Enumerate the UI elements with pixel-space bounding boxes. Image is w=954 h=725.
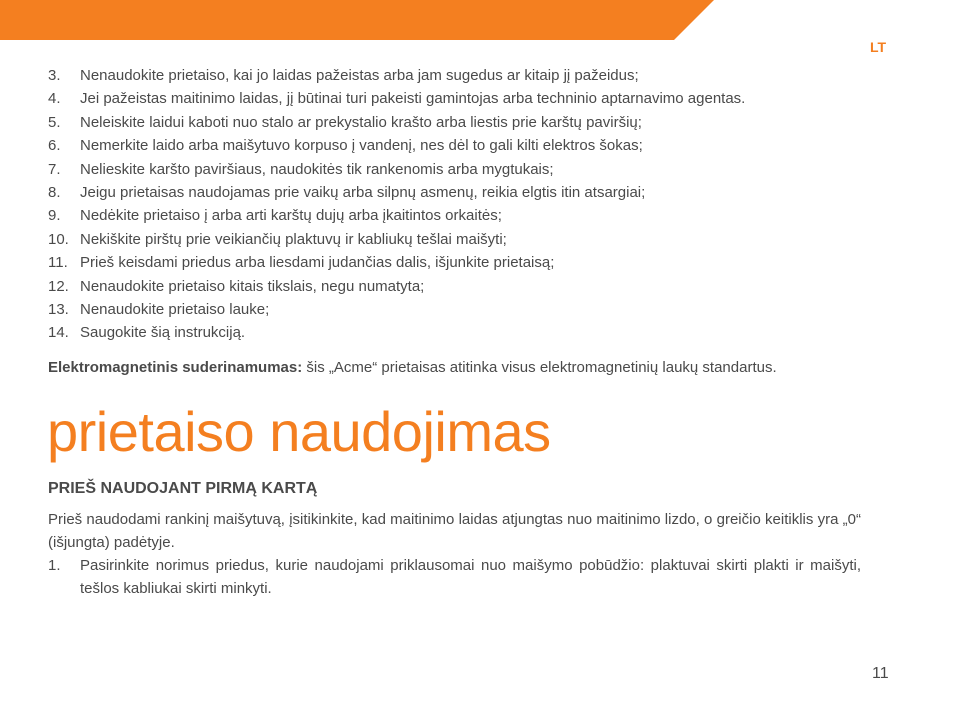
list-item [48,158,861,181]
list-item-text: Saugokite šią instrukciją. [80,324,246,342]
list-item-number: 14. [48,324,69,342]
list-item [48,204,861,227]
list-item-number: 9. [48,207,61,225]
list-item [48,275,861,298]
list-item [48,298,861,321]
usage-steps-list [48,554,861,601]
list-item-number: 13. [48,301,69,319]
list-item-text: Nenaudokite prietaiso kitais tikslais, negu numatyta; [80,277,425,295]
list-item [48,87,861,110]
list-item [48,251,861,274]
list-item-number: 6. [48,137,61,155]
language-code: LT [870,39,887,55]
list-item-text: Nenaudokite prietaiso, kai jo laidas pažeistas arba jam sugedus ar kitaip jį pažeidus; [80,67,639,84]
list-item [48,111,861,134]
list-item-number: 8. [48,184,61,202]
list-item-number: 3. [48,67,61,84]
emc-statement [48,356,861,379]
list-item-number: 10. [48,230,69,248]
list-item [48,554,861,601]
page-content [48,64,861,601]
list-item [48,228,861,251]
list-item-number: 5. [48,113,61,131]
list-item-text: Nekiškite pirštų prie veikiančių plaktuvų ir kabliukų tešlai maišyti; [80,230,507,248]
list-item-text: Nenaudokite prietaiso lauke; [80,301,270,319]
list-item-text: Nelieskite karšto paviršiaus, naudokitės tik rankenomis arba mygtukais; [80,160,554,178]
list-item [48,64,861,87]
list-item-text: Jei pažeistas maitinimo laidas, jį būtinai turi pakeisti gamintojas arba techninio aptarnavimo agentas. [80,90,746,108]
emc-label: Elektromagnetinis suderinamumas: [48,358,303,376]
list-item-number: 4. [48,90,61,108]
list-item-text: Prieš keisdami priedus arba liesdami judančias dalis, išjunkite prietaisą; [80,254,555,272]
list-item [48,134,861,157]
list-item-text: Jeigu prietaisas naudojamas prie vaikų arba silpnų asmenų, reikia elgtis itin atsargiai; [80,184,646,202]
list-item [48,321,861,344]
list-item-number: 7. [48,160,61,178]
list-item-number: 1. [48,556,61,574]
page-number: 11 [872,665,889,682]
header-accent-bar [0,0,954,40]
emc-text: šis „Acme“ prietaisas atitinka visus elektromagnetinių laukų standartus. [302,358,777,376]
list-item-text: Nemerkite laido arba maišytuvo korpuso į vandenį, nes dėl to gali kilti elektros šokas; [80,137,643,155]
list-item-text: Neleiskite laidui kaboti nuo stalo ar prekystalio krašto arba liestis prie karštų paviršių; [80,113,642,131]
safety-instructions-list [48,64,861,345]
list-item-text: Pasirinkite norimus priedus, kurie naudojami priklausomai nuo maišymo pobūdžio: plaktuvai skirti plakti ir maišyti, tešlos kabliukai skirti minkyti. [80,556,861,598]
intro-paragraph: Prieš naudodami rankinį maišytuvą, įsitikinkite, kad maitinimo laidas atjungtas nuo maitinimo lizdo, o greičio keitiklis yra „0“ (išjungta) padėtyje. [48,510,861,551]
list-item-number: 12. [48,277,69,295]
list-item-text: Nedėkite prietaiso į arba arti karštų dujų arba įkaitintos orkaitės; [80,207,502,225]
subheading: PRIEŠ NAUDOJANT PIRMĄ KARTĄ [48,479,318,497]
list-item-number: 11. [48,254,68,272]
section-title: prietaiso naudojimas [47,399,551,463]
list-item [48,181,861,204]
